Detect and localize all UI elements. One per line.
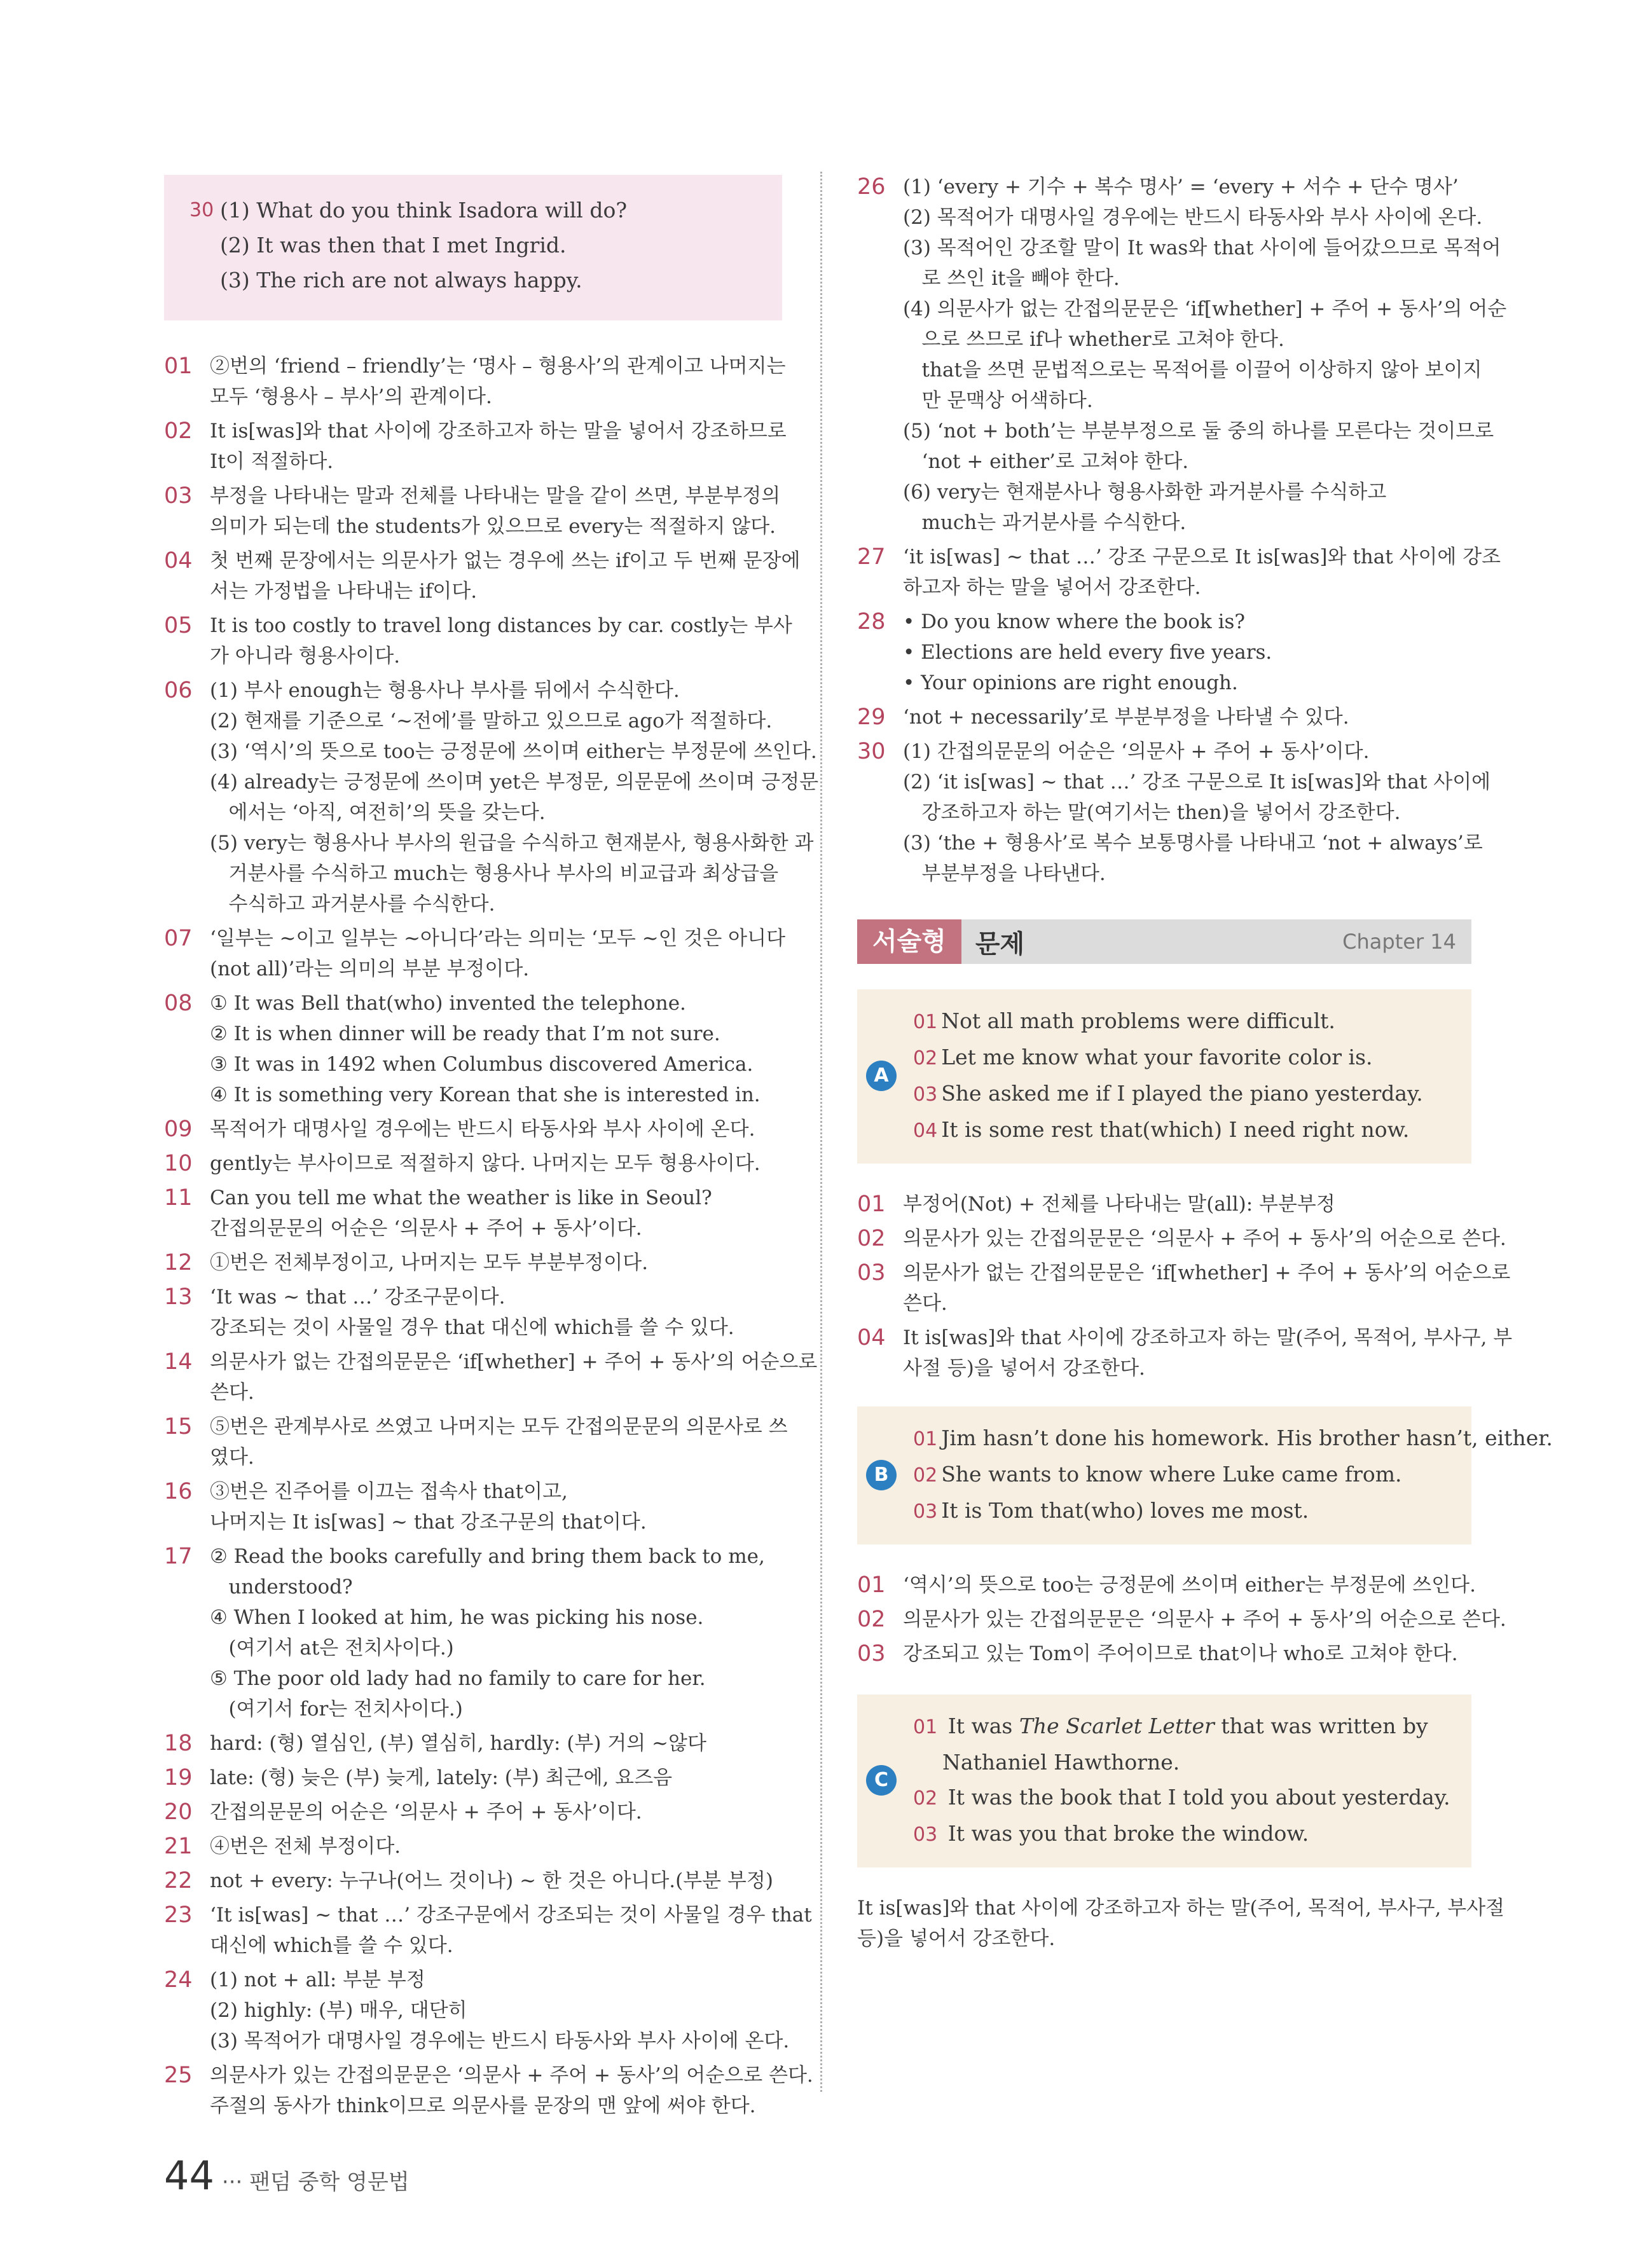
- book-title-footer: ··· 팬덤 중학 영문법: [221, 2169, 410, 2195]
- badge-c: C: [866, 1765, 897, 1796]
- answer-line: [913, 1493, 1553, 1529]
- explanation-line: ⑤번은 관계부사로 쓰였고 나머지는 모두 간접의문문의 의문사로 쓰: [210, 1415, 788, 1438]
- item-number: 10: [164, 1151, 193, 1176]
- explanation-line: 강조하고자 하는 말(여기서는 then)을 넣어서 강조한다.: [903, 801, 1401, 824]
- item-number: 16: [164, 1479, 193, 1504]
- answer-line: [913, 1708, 1450, 1745]
- item-number: 01: [857, 1192, 886, 1217]
- explanation-line: (4) already는 긍정문에 쓰이며 yet은 부정문, 의문문에 쓰이며 긍정문: [210, 771, 819, 794]
- item-number: 03: [164, 483, 193, 509]
- item-number: 05: [164, 613, 193, 638]
- explanation-item: [857, 736, 1491, 889]
- explanation-item: [164, 1114, 782, 1144]
- line-text: She wants to know where Luke came from.: [941, 1462, 1402, 1487]
- line-text: It was you that broke the window.: [947, 1821, 1309, 1846]
- answer-line: Nathaniel Hawthorne.: [942, 1750, 1180, 1775]
- item-number: 03: [857, 1260, 886, 1286]
- explanation-line: ① It was Bell that(who) invented the telephone.: [210, 992, 686, 1015]
- explanation-line: (1) 간접의문문의 어순은 ‘의문사 + 주어 + 동사’이다.: [903, 740, 1370, 763]
- right-column: [857, 172, 1553, 1954]
- item-number: 29: [857, 704, 886, 730]
- explanation-line: (6) very는 현재분사나 형용사화한 과거분사를 수식하고: [903, 481, 1387, 504]
- explanation-line: It is[was]와 that 사이에 강조하고자 하는 말(주어, 목적어, 부사구, 부: [903, 1326, 1513, 1349]
- explanation-line: (여기서 at은 전치사이다.): [210, 1637, 454, 1660]
- explanation-item: [164, 1900, 812, 1961]
- explanation-item: [164, 675, 819, 919]
- answer-line: [913, 1816, 1450, 1852]
- explanation-item: [164, 1831, 782, 1862]
- answer-lines: [913, 1003, 1423, 1148]
- answer-line: (1) What do you think Isadora will do?: [220, 198, 628, 223]
- item-number: 02: [164, 418, 193, 444]
- explanation-line: ‘It was ~ that …’ 강조구문이다.: [210, 1286, 506, 1309]
- item-number: 24: [164, 1967, 193, 1993]
- explanation-line: 서는 가정법을 나타내는 if이다.: [210, 580, 478, 603]
- explanation-line: (4) 의문사가 없는 간접의문문은 ‘if[whether] + 주어 + 동사’의 어순: [903, 298, 1507, 320]
- explanation-line: 사절 등)을 넣어서 강조한다.: [903, 1357, 1145, 1380]
- explanation-line: ①번은 전체부정이고, 나머지는 모두 부분부정이다.: [210, 1251, 649, 1274]
- note-line: It is[was]와 that 사이에 강조하고자 하는 말(주어, 목적어, 부사구, 부사절: [857, 1897, 1505, 1920]
- item-number: 23: [164, 1902, 193, 1928]
- explanation-item: [857, 1604, 1506, 1635]
- note-c: [857, 1893, 1505, 1954]
- explanation-list: [164, 351, 819, 2121]
- item-number: 30: [857, 739, 886, 764]
- explanation-line: (3) 목적어인 강조할 말이 It was와 that 사이에 들어갔으므로 목적어: [903, 237, 1501, 259]
- explanation-line: 간접의문문의 어순은 ‘의문사 + 주어 + 동사’이다.: [210, 1217, 642, 1240]
- explanation-item: [164, 1183, 782, 1244]
- explanation-line: It이 적절하다.: [210, 450, 334, 473]
- explanation-line: 모두 ‘형용사 – 부사’의 관계이다.: [210, 385, 492, 408]
- explanation-item: [857, 1570, 1476, 1600]
- explanation-line: hard: (형) 열심인, (부) 열심히, hardly: (부) 거의 ~않다: [210, 1732, 706, 1755]
- explanation-line: (5) very는 형용사나 부사의 원급을 수식하고 현재분사, 형용사화한 과: [210, 832, 814, 855]
- explanation-line: 가 아니라 형용사이다.: [210, 645, 401, 668]
- explanation-line: late: (형) 늦은 (부) 늦게, lately: (부) 최근에, 요즈음: [210, 1766, 673, 1789]
- explanation-line: (3) ‘역시’의 뜻으로 too는 긍정문에 쓰이며 either는 부정문에 쓰인다.: [210, 740, 817, 763]
- line-text: Let me know what your favorite color is.: [941, 1045, 1373, 1069]
- explanation-line: 만 문맥상 어색하다.: [903, 389, 1093, 412]
- explanation-line: 목적어가 대명사일 경우에는 반드시 타동사와 부사 사이에 온다.: [210, 1118, 755, 1141]
- explanation-line: 거분사를 수식하고 much는 형용사나 부사의 비교급과 최상급을: [210, 862, 779, 885]
- line-text: She asked me if I played the piano yesterday.: [941, 1081, 1423, 1106]
- page-footer: [164, 2152, 410, 2199]
- explanation-line: ② Read the books carefully and bring them back to me,: [210, 1545, 765, 1568]
- line-text: that was written by: [1221, 1714, 1428, 1738]
- item-number: 18: [164, 1731, 193, 1756]
- answer-line: [913, 1076, 1423, 1112]
- explanation-item: [857, 1258, 1511, 1319]
- item-number: 03: [857, 1641, 886, 1667]
- explanation-item: [164, 481, 782, 542]
- item-number: 15: [164, 1414, 193, 1440]
- line-number: 03: [913, 1501, 938, 1523]
- explanation-line: 의문사가 없는 간접의문문은 ‘if[whether] + 주어 + 동사’의 어순으로: [210, 1350, 818, 1373]
- item-number: 30: [189, 199, 214, 221]
- section-title: 문제: [975, 929, 1025, 959]
- explanation-item: [164, 1763, 782, 1793]
- explanation-line: ②번의 ‘friend – friendly’는 ‘명사 – 형용사’의 관계이고 나머지는: [210, 355, 786, 378]
- line-number: 01: [913, 1716, 938, 1738]
- explanation-item: [164, 1247, 782, 1278]
- explanation-line: ‘일부는 ~이고 일부는 ~아니다’라는 의미는 ‘모두 ~인 것은 아니다: [210, 927, 786, 950]
- explanation-item: [164, 1541, 782, 1724]
- explanation-item: [164, 1282, 782, 1343]
- item-number: 01: [857, 1572, 886, 1598]
- explanation-line: • Elections are held every five years.: [903, 641, 1272, 664]
- explanation-line: (not all)’라는 의미의 부분 부정이다.: [210, 958, 530, 980]
- answer-lines: [913, 1420, 1553, 1529]
- badge-a: A: [866, 1061, 897, 1091]
- explanation-item: [164, 1412, 788, 1473]
- item-number: 04: [164, 548, 193, 574]
- item-number: 21: [164, 1834, 193, 1859]
- explanation-line: gently는 부사이므로 적절하지 않다. 나머지는 모두 형용사이다.: [210, 1152, 761, 1175]
- answer-line: (3) The rich are not always happy.: [220, 268, 582, 292]
- explanation-line: 의미가 되는데 the students가 있으므로 every는 적절하지 않다.: [210, 515, 776, 538]
- explanation-line: 대신에 which를 쓸 수 있다.: [210, 1934, 453, 1957]
- page-number: 44: [164, 2152, 214, 2199]
- explanation-line: ‘not + either’로 고쳐야 한다.: [903, 450, 1189, 473]
- item-number: 26: [857, 174, 886, 200]
- item-number: 02: [857, 1226, 886, 1251]
- explanation-line: ④번은 전체 부정이다.: [210, 1835, 401, 1858]
- item-number: 02: [857, 1607, 886, 1632]
- answer-box-a: [857, 989, 1471, 1164]
- line-number: 01: [913, 1428, 938, 1450]
- item-number: 06: [164, 678, 193, 703]
- explanation-line: 부분부정을 나타낸다.: [903, 862, 1106, 885]
- explanation-list: [857, 172, 1507, 889]
- item-number: 04: [857, 1325, 886, 1350]
- explanation-line: ⑤ The poor old lady had no family to care for her.: [210, 1667, 706, 1690]
- explanation-line: 쓴다.: [903, 1292, 947, 1315]
- section-tag: 서술형: [857, 919, 961, 964]
- explanation-item: [857, 172, 1507, 538]
- item-number: 19: [164, 1765, 193, 1790]
- explanation-item: [164, 1728, 782, 1759]
- explanation-line: not + every: 누구나(어느 것이나) ~ 한 것은 아니다.(부분 부정): [210, 1869, 773, 1892]
- explanation-line: (2) 현재를 기준으로 ‘~전에’를 말하고 있으므로 ago가 적절하다.: [210, 710, 773, 732]
- item-number: 01: [164, 354, 193, 379]
- line-text: It was: [947, 1714, 1013, 1738]
- line-text: It is some rest that(which) I need right now.: [941, 1117, 1410, 1142]
- column-divider: [820, 172, 822, 2092]
- explanation-item: [857, 1223, 1506, 1254]
- explanation-line: ② It is when dinner will be ready that I’m not sure.: [210, 1022, 720, 1045]
- explanation-line: 의문사가 있는 간접의문문은 ‘의문사 + 주어 + 동사’의 어순으로 쓴다.: [903, 1608, 1506, 1631]
- line-number: 02: [913, 1464, 938, 1487]
- chapter-label: Chapter 14: [1342, 930, 1456, 954]
- item-number: 22: [164, 1868, 193, 1893]
- explanation-line: (3) ‘the + 형용사’로 복수 보통명사를 나타내고 ‘not + always’로: [903, 832, 1483, 855]
- explanation-line: ‘not + necessarily’로 부분부정을 나타낼 수 있다.: [903, 706, 1349, 729]
- explanation-item: [857, 1639, 1471, 1669]
- explanation-line: ‘It is[was] ~ that …’ 강조구문에서 강조되는 것이 사물일 경우 that: [210, 1904, 812, 1927]
- explanation-line: understood?: [210, 1576, 353, 1598]
- item-number: 12: [164, 1250, 193, 1275]
- item-number: 07: [164, 926, 193, 951]
- explanation-line: 나머지는 It is[was] ~ that 강조구문의 that이다.: [210, 1511, 647, 1534]
- explanation-item: [857, 1189, 1471, 1220]
- explanation-line: 에서는 ‘아직, 여전히’의 뜻을 갖는다.: [210, 801, 546, 824]
- explanation-line: ③ It was in 1492 when Columbus discovered America.: [210, 1053, 754, 1076]
- explanation-line: (3) 목적어가 대명사일 경우에는 반드시 타동사와 부사 사이에 온다.: [210, 2030, 790, 2052]
- line-number: 01: [913, 1011, 938, 1033]
- explanation-item: [164, 1476, 782, 1537]
- explanation-item: [164, 351, 786, 412]
- explanation-line: ④ When I looked at him, he was picking his nose.: [210, 1606, 704, 1629]
- answer-line: [913, 1112, 1423, 1148]
- left-column: [164, 175, 819, 2125]
- explanation-line: (2) 목적어가 대명사일 경우에는 반드시 타동사와 부사 사이에 온다.: [903, 206, 1483, 229]
- explanation-item: [164, 610, 792, 671]
- explanation-line: ‘it is[was] ~ that …’ 강조 구문으로 It is[was]와 that 사이에 강조: [903, 546, 1501, 568]
- item-number: 28: [857, 609, 886, 635]
- explanation-item: [164, 546, 801, 607]
- explanation-item: [857, 702, 1471, 732]
- explanation-line: ④ It is something very Korean that she is interested in.: [210, 1083, 761, 1106]
- explanation-line: 부정을 나타내는 말과 전체를 나타내는 말을 같이 쓰면, 부분부정의: [210, 485, 781, 507]
- notes-list: [857, 1189, 1513, 1384]
- item-number: 25: [164, 2063, 193, 2088]
- item-number: 20: [164, 1799, 193, 1825]
- item-number: 09: [164, 1117, 193, 1142]
- answer-box-c: [857, 1694, 1471, 1867]
- explanation-item: [857, 607, 1471, 698]
- answer-line: [913, 1780, 1450, 1816]
- line-text: Not all math problems were difficult.: [941, 1008, 1335, 1033]
- explanation-line: 강조되는 것이 사물일 경우 that 대신에 which를 쓸 수 있다.: [210, 1316, 734, 1339]
- explanation-line: 로 쓰인 it을 빼야 한다.: [903, 267, 1120, 290]
- line-text: Jim hasn’t done his homework. His brother hasn’t, either.: [941, 1426, 1553, 1450]
- explanation-line: (1) ‘every + 기수 + 복수 명사’ = ‘every + 서수 + 단수 명사’: [903, 175, 1459, 198]
- item-number: 17: [164, 1544, 193, 1569]
- explanation-item: [164, 1965, 790, 2056]
- answer-lines: [913, 1708, 1450, 1852]
- book-title: The Scarlet Letter: [1019, 1714, 1215, 1738]
- explanation-line: 의문사가 있는 간접의문문은 ‘의문사 + 주어 + 동사’의 어순으로 쓴다.: [903, 1227, 1506, 1250]
- explanation-line: 강조되고 있는 Tom이 주어이므로 that이나 who로 고쳐야 한다.: [903, 1642, 1458, 1665]
- explanation-item: [164, 1347, 818, 1408]
- explanation-line: (여기서 for는 전치사이다.): [210, 1698, 463, 1721]
- section-header: [857, 919, 1471, 964]
- explanation-line: 간접의문문의 어순은 ‘의문사 + 주어 + 동사’이다.: [210, 1801, 642, 1824]
- explanation-item: [164, 2060, 813, 2121]
- answer-line: [913, 1003, 1423, 1040]
- explanation-line: 첫 번째 문장에서는 의문사가 없는 경우에 쓰는 if이고 두 번째 문장에: [210, 549, 801, 572]
- answer-box-30: [164, 175, 782, 320]
- explanation-line: (1) 부사 enough는 형용사나 부사를 뒤에서 수식한다.: [210, 679, 680, 702]
- explanation-item: [164, 988, 782, 1110]
- explanation-item: [164, 923, 786, 984]
- explanation-line: 의문사가 없는 간접의문문은 ‘if[whether] + 주어 + 동사’의 어순으로: [903, 1261, 1511, 1284]
- explanation-line: Can you tell me what the weather is like in Seoul?: [210, 1186, 712, 1209]
- explanation-line: (1) not + all: 부분 부정: [210, 1969, 425, 1991]
- explanation-line: • Your opinions are right enough.: [903, 671, 1238, 694]
- line-text: It is Tom that(who) loves me most.: [941, 1498, 1309, 1523]
- line-number: 04: [913, 1120, 938, 1142]
- answer-line: [913, 1457, 1553, 1493]
- item-number: 14: [164, 1349, 193, 1375]
- explanation-line: that을 쓰면 문법적으로는 목적어를 이끌어 이상하지 않아 보이지: [903, 359, 1482, 381]
- explanation-line: (2) ‘it is[was] ~ that …’ 강조 구문으로 It is[was]와 that 사이에: [903, 771, 1491, 794]
- explanation-line: 주절의 동사가 think이므로 의문사를 문장의 맨 앞에 써야 한다.: [210, 2094, 756, 2117]
- explanation-line: (5) ‘not + both’는 부분부정으로 둘 중의 하나를 모른다는 것이므로: [903, 420, 1494, 443]
- badge-b: B: [866, 1460, 897, 1490]
- explanation-line: It is too costly to travel long distances by car. costly는 부사: [210, 614, 792, 637]
- answer-line: [913, 1040, 1423, 1076]
- note-line: 등)을 넣어서 강조한다.: [857, 1927, 1056, 1950]
- answer-box-b: [857, 1406, 1553, 1544]
- explanation-item: [164, 1148, 782, 1179]
- explanation-line: ‘역시’의 뜻으로 too는 긍정문에 쓰이며 either는 부정문에 쓰인다.: [903, 1574, 1476, 1597]
- item-number: 27: [857, 544, 886, 570]
- explanation-line: 부정어(Not) + 전체를 나타내는 말(all): 부분부정: [903, 1193, 1335, 1216]
- explanation-line: 였다.: [210, 1446, 254, 1469]
- explanation-line: • Do you know where the book is?: [903, 610, 1246, 633]
- answer-line: [913, 1420, 1553, 1457]
- explanation-item: [857, 1323, 1513, 1384]
- explanation-line: It is[was]와 that 사이에 강조하고자 하는 말을 넣어서 강조하므로: [210, 420, 787, 443]
- explanation-item: [164, 416, 787, 477]
- line-text: It was the book that I told you about yesterday.: [947, 1785, 1450, 1810]
- explanation-line: 의문사가 있는 간접의문문은 ‘의문사 + 주어 + 동사’의 어순으로 쓴다.: [210, 2064, 813, 2087]
- explanation-line: ③번은 진주어를 이끄는 접속사 that이고,: [210, 1480, 568, 1503]
- explanation-item: [164, 1866, 782, 1896]
- line-number: 02: [913, 1787, 938, 1810]
- item-number: 08: [164, 991, 193, 1016]
- explanation-line: 수식하고 과거분사를 수식한다.: [210, 893, 495, 916]
- item-number: 11: [164, 1185, 193, 1211]
- line-number: 03: [913, 1824, 938, 1846]
- line-number: 02: [913, 1047, 938, 1069]
- answer-line: (2) It was then that I met Ingrid.: [220, 233, 567, 258]
- explanation-line: 쓴다.: [210, 1381, 254, 1404]
- explanation-item: [164, 1797, 782, 1827]
- explanation-line: much는 과거분사를 수식한다.: [903, 511, 1187, 534]
- explanation-item: [857, 542, 1501, 603]
- item-number: 13: [164, 1284, 193, 1310]
- explanation-line: 으로 쓰므로 if나 whether로 고쳐야 한다.: [903, 328, 1284, 351]
- notes-list: [857, 1570, 1506, 1669]
- explanation-line: (2) highly: (부) 매우, 대단히: [210, 1999, 467, 2022]
- explanation-line: 하고자 하는 말을 넣어서 강조한다.: [903, 576, 1201, 599]
- line-number: 03: [913, 1083, 938, 1106]
